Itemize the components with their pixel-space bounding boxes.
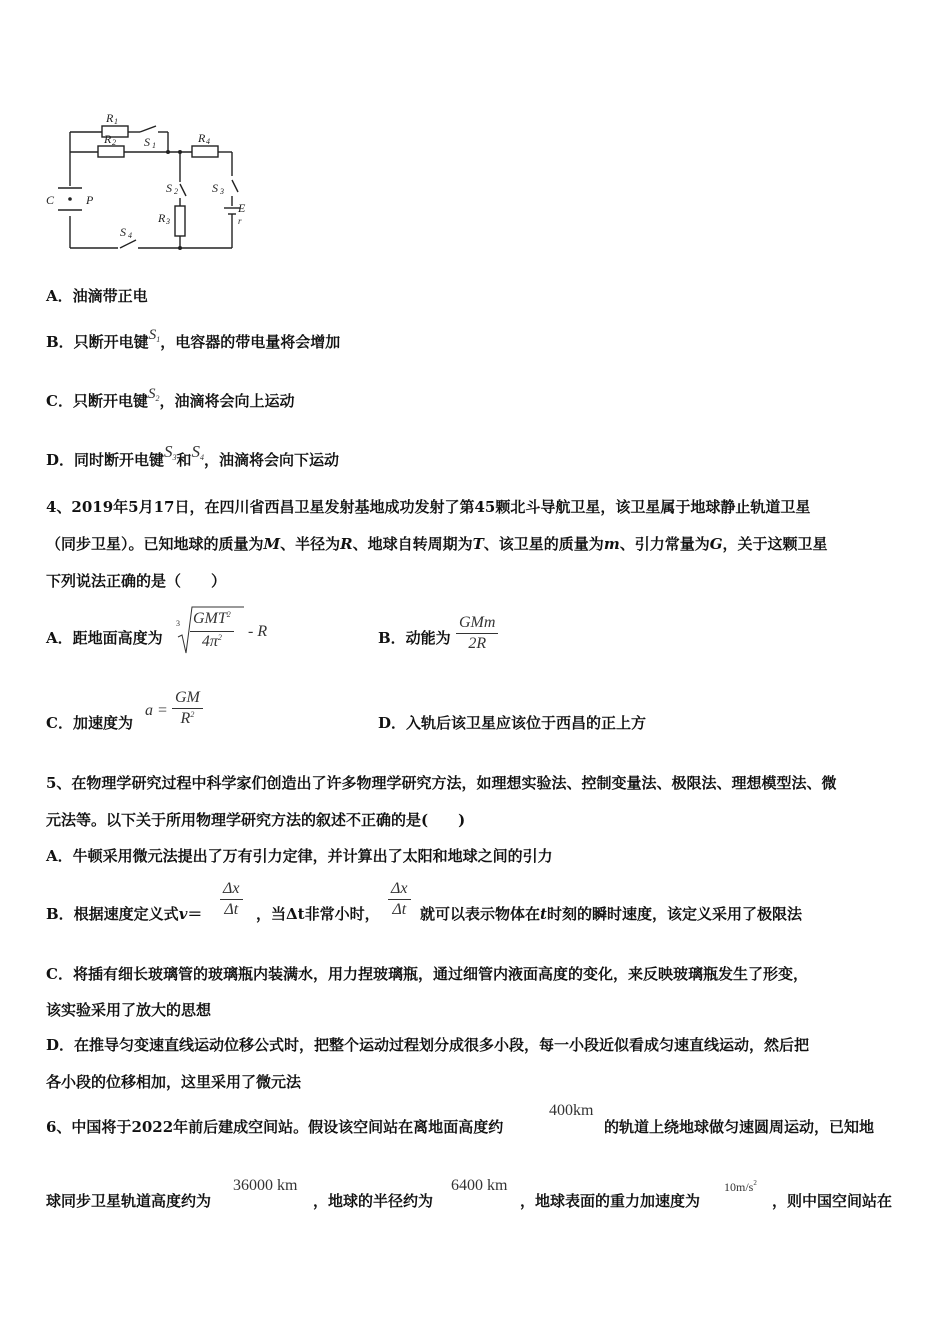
q5-stem-line-2: 元法等。以下关于所用物理学研究方法的叙述不正确的是( ) xyxy=(46,811,466,829)
q5-option-c-line-1: C．将插有细长玻璃管的玻璃瓶内装满水，用力捏玻璃瓶，通过细管内液面高度的变化，来反映玻璃瓶发生了形变， xyxy=(46,965,808,983)
label-r1: R xyxy=(106,111,114,125)
q4-option-c-pre: C．加速度为 xyxy=(46,714,133,732)
q4-stem-line-2 xyxy=(46,534,828,554)
q6-gravity xyxy=(724,1180,757,1195)
q4-option-a-denominator xyxy=(190,632,234,654)
q4-option-c xyxy=(46,713,133,733)
q3-option-a-text: A．油滴带正电 xyxy=(46,287,148,305)
q3-option-c-pre: C．只断开电键 xyxy=(46,392,148,410)
q3-option-d-symbol-1 xyxy=(164,442,177,465)
q5-option-b-t: t xyxy=(540,905,547,923)
q6-altitude: 400km xyxy=(549,1102,594,1119)
q6-sync-altitude: 36000 km xyxy=(233,1177,298,1194)
circuit-diagram xyxy=(40,100,300,260)
q5-option-b-fraction-1 xyxy=(220,879,243,920)
q3-option-a xyxy=(46,286,148,306)
q4-line2-d: 、该卫星的质量为 xyxy=(483,535,604,553)
q4-option-a-numerator xyxy=(190,609,234,632)
q3-option-c xyxy=(46,386,295,414)
q3-option-d-post: ，油滴将会向下运动 xyxy=(204,451,340,469)
q4-line2-b: 、半径为 xyxy=(280,535,341,553)
label-s2-sub: 2 xyxy=(174,187,178,196)
q4-option-b-pre: B．动能为 xyxy=(378,629,451,647)
q4-option-c-denominator xyxy=(172,709,203,731)
q3-option-d xyxy=(46,442,340,473)
label-e: E xyxy=(238,201,246,215)
q6-stem-line-1-post: 的轨道上绕地球做匀速圆周运动，已知地 xyxy=(604,1118,875,1136)
q6-stem-line-2-c: ，地球表面的重力加速度为 xyxy=(520,1192,701,1210)
q4-option-c-a: a = xyxy=(145,702,168,719)
q4-option-b-denominator: 2R xyxy=(468,635,487,652)
q4-option-b-fraction xyxy=(456,613,498,654)
q5-option-d-line-1: D．在推导匀变速直线运动位移公式时，把整个运动过程划分成很多小段，每一小段近似看成匀速直线运动，然后把 xyxy=(46,1036,810,1054)
label-r3: R xyxy=(158,211,166,225)
q5-option-b-den-1: Δt xyxy=(224,901,239,918)
q4-line2-f: ，关于这颗卫星 xyxy=(722,535,828,553)
q3-option-b-sub: 1 xyxy=(156,335,161,344)
label-r: r xyxy=(238,216,242,226)
q4-option-b-numerator: GMm xyxy=(456,613,498,634)
q5-option-d-line-2: 各小段的位移相加，这里采用了微元法 xyxy=(46,1073,302,1091)
label-s2: S xyxy=(166,181,172,195)
q3-option-d-sub1: 3 xyxy=(172,453,177,462)
label-s3-sub: 3 xyxy=(220,187,224,196)
q3-option-c-sub: 2 xyxy=(155,394,160,403)
q4-option-c-den-text: R xyxy=(180,710,191,727)
q4-option-a-pre: A．距地面高度为 xyxy=(46,629,163,647)
q4-option-a-num-text: GMT xyxy=(193,610,227,627)
q4-line2-c: 、地球自转周期为 xyxy=(352,535,473,553)
q6-stem-line-2-d: ，则中国空间站在 xyxy=(772,1192,893,1210)
q4-line2-a: （同步卫星）。已知地球的质量为 xyxy=(46,535,264,553)
q4-option-d: D．入轨后该卫星应该位于西昌的正上方 xyxy=(378,714,647,732)
label-r2-sub: 2 xyxy=(112,138,116,147)
q5-option-b-eq: ＝ xyxy=(187,905,203,923)
label-r1-sub: 1 xyxy=(114,117,118,126)
q4-option-a xyxy=(46,628,163,648)
label-s4-sub: 4 xyxy=(128,231,132,240)
label-s1-sub: 1 xyxy=(152,141,156,150)
q4-var-G: G xyxy=(709,535,723,553)
q4-option-a-formula xyxy=(176,603,286,659)
label-s3: S xyxy=(212,181,218,195)
q5-option-b-num-2: Δx xyxy=(388,879,411,900)
q3-option-d-pre: D．同时断开电键 xyxy=(46,451,165,469)
q4-stem-line-3: 下列说法正确的是（ ） xyxy=(46,572,227,590)
label-r2: R xyxy=(104,132,112,146)
q5-stem-line-1: 5、在物理学研究过程中科学家们创造出了许多物理学研究方法，如理想实验法、控制变量法、极限法、理想模型法、微 xyxy=(46,774,837,792)
q4-option-a-den-text: 4π xyxy=(201,633,218,650)
label-r3-sub: 3 xyxy=(166,217,170,226)
q4-option-a-tail: - R xyxy=(248,623,268,640)
q4-option-a-root-index: 3 xyxy=(176,619,180,628)
q4-var-m: m xyxy=(603,535,620,553)
q5-option-b-fraction-2 xyxy=(388,879,411,920)
q3-option-c-post: ，油滴将会向上运动 xyxy=(159,392,295,410)
q5-option-b-num-1: Δx xyxy=(220,879,243,900)
q4-stem-line-1: 4、2019年5月17日，在四川省西昌卫星发射基地成功发射了第45颗北斗导航卫星，该卫星属于地球静止轨道卫星 xyxy=(46,498,811,516)
label-s4: S xyxy=(120,225,126,239)
q6-gravity-value: 10m/s xyxy=(724,1180,754,1194)
q6-gravity-sup: 2 xyxy=(753,1179,757,1187)
q4-option-c-numerator: GM xyxy=(172,688,203,709)
q5-option-b-den-2: Δt xyxy=(392,901,407,918)
q3-option-c-symbol xyxy=(148,384,160,406)
label-r4: R xyxy=(198,131,206,145)
q6-stem-line-1-pre: 6、中国将于2022年前后建成空间站。假设该空间站在离地面高度约 xyxy=(46,1118,504,1136)
q6-earth-radius: 6400 km xyxy=(451,1177,508,1194)
q4-option-a-num-sup: 2 xyxy=(226,610,231,619)
q4-var-M: M xyxy=(263,535,281,553)
q4-var-T: T xyxy=(472,535,484,553)
q5-option-b-post-b: 时刻的瞬时速度，该定义采用了极限法 xyxy=(546,905,802,923)
label-s1: S xyxy=(144,135,150,149)
q3-option-d-sym1: S xyxy=(164,442,173,461)
q3-option-c-sym: S xyxy=(147,386,156,402)
q4-option-b xyxy=(378,628,451,648)
q5-option-b-v: v xyxy=(178,905,188,923)
q3-option-b-symbol xyxy=(149,325,161,347)
label-r4-sub: 4 xyxy=(206,137,210,146)
q4-option-c-fraction xyxy=(172,688,203,731)
q3-option-b-post: ，电容器的带电量将会增加 xyxy=(160,333,341,351)
q6-stem-line-2-b: ，地球的半径约为 xyxy=(313,1192,434,1210)
q4-option-a-den-sup: 2 xyxy=(217,633,222,642)
label-c: C xyxy=(46,193,55,207)
label-p: P xyxy=(86,193,94,207)
q5-option-b-post-a: 就可以表示物体在 xyxy=(420,905,541,923)
q4-line2-e: 、引力常量为 xyxy=(619,535,710,553)
q3-option-b-pre: B．只断开电键 xyxy=(46,333,149,351)
q5-option-a: A．牛顿采用微元法提出了万有引力定律，并计算出了太阳和地球之间的引力 xyxy=(46,847,553,865)
q3-option-d-mid: 和 xyxy=(176,451,192,469)
q5-option-b xyxy=(46,904,202,924)
q5-option-b-mid: ，当Δt非常小时， xyxy=(256,905,380,923)
q3-option-b xyxy=(46,327,341,355)
q5-option-c-line-2: 该实验采用了放大的思想 xyxy=(46,1001,212,1019)
q5-option-b-post xyxy=(420,904,802,924)
q3-option-d-sub2: 4 xyxy=(200,453,205,462)
q4-option-a-fraction xyxy=(190,609,234,654)
q3-option-b-sym: S xyxy=(148,327,157,343)
q3-option-d-sym2: S xyxy=(191,442,201,461)
q3-option-d-symbol-2 xyxy=(192,442,205,465)
q5-option-b-pre: B．根据速度定义式 xyxy=(46,905,179,923)
q6-stem-line-2-a: 球同步卫星轨道高度约为 xyxy=(46,1192,212,1210)
q4-var-R: R xyxy=(340,535,353,553)
q4-option-c-den-sup: 2 xyxy=(190,710,195,719)
